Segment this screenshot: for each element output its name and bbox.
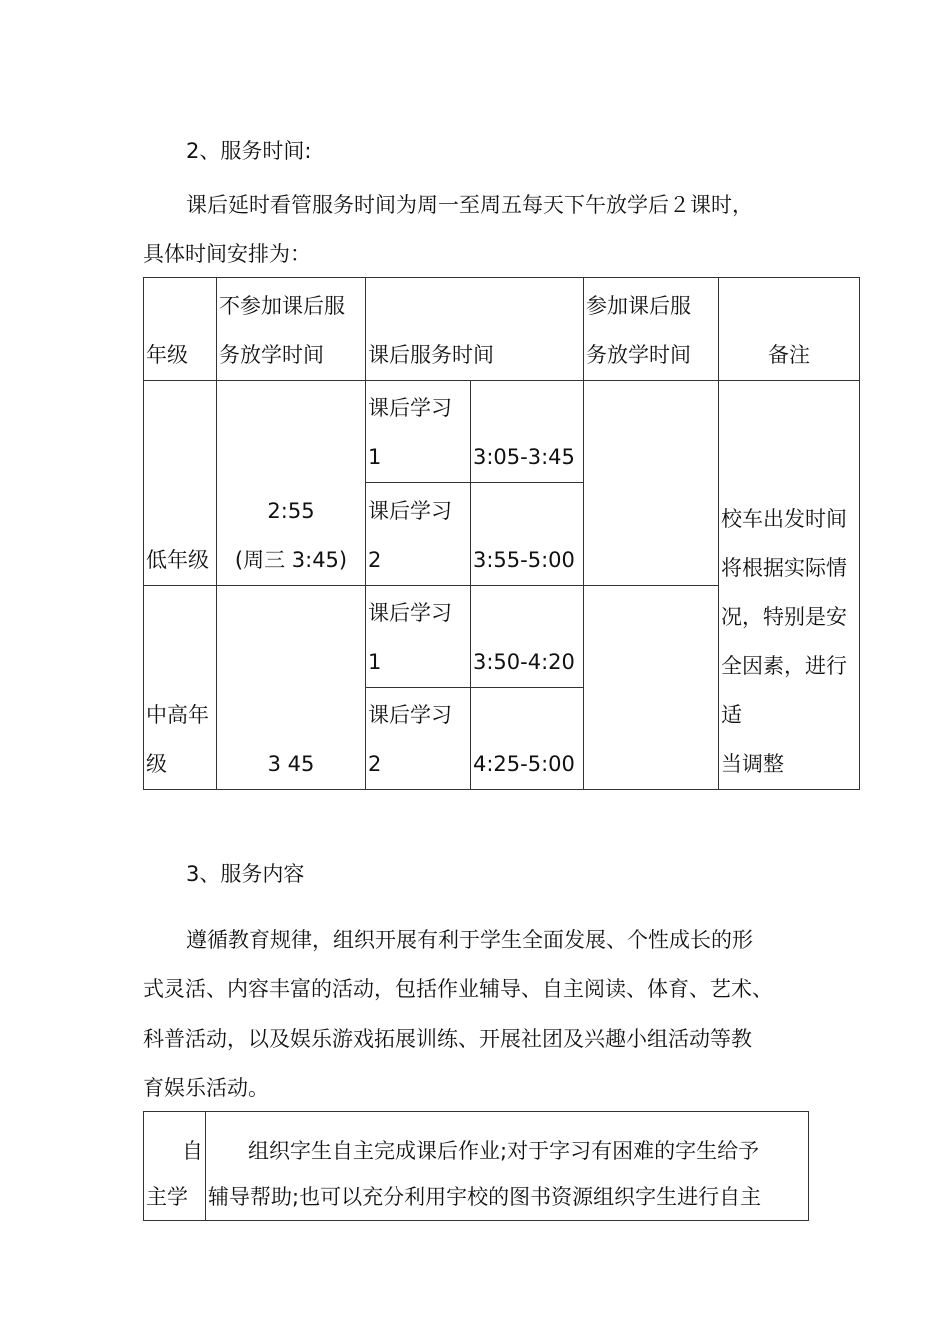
session-line: 课后学习 <box>368 499 452 523</box>
participating-time-high <box>584 586 719 790</box>
session-line: 1 <box>368 650 382 674</box>
remark-line: 当调整 <box>721 752 784 776</box>
schedule-table <box>143 277 860 790</box>
section-heading-time: 2、服务时间: <box>186 139 312 163</box>
grade-low: 低年级 <box>144 381 217 586</box>
label-line: 自 <box>182 1139 203 1163</box>
session-name <box>366 688 471 790</box>
paragraph-line: 具体时间安排为： <box>143 242 311 266</box>
table-header-row <box>144 278 860 381</box>
header-grade: 年级 <box>144 278 217 381</box>
session-line: 课后学习 <box>368 601 452 625</box>
paragraph-line: 式灵活、内容丰富的活动，包括作业辅导、自主阅读、体育、艺术、 <box>143 977 773 1001</box>
section-heading-content: 3、服务内容 <box>186 862 305 886</box>
description-line: 辅导帮助;也可以充分利用宇校的图书资源组织字生进行自主 <box>208 1185 762 1209</box>
remark-line: 全因素，进行 <box>721 654 847 678</box>
remark-line: 校车出发时间 <box>721 507 847 531</box>
session-time: 3:50-4:20 <box>471 586 584 688</box>
remark-cell <box>719 381 860 790</box>
header-participating <box>584 278 719 381</box>
activity-description <box>206 1112 809 1221</box>
header-line: 务放学时间 <box>586 343 691 367</box>
table-row <box>144 1112 809 1221</box>
paragraph-line: 遵循教育规律，组织开展有利于学生全面发展、个性成长的形 <box>186 928 753 952</box>
session-time: 4:25-5:00 <box>471 688 584 790</box>
dismiss-time-low <box>217 381 366 586</box>
description-line: 组织字生自主完成课后作业;对于字习有困难的字生给予 <box>248 1139 760 1163</box>
session-line: 2 <box>368 752 382 776</box>
content-table <box>143 1111 809 1221</box>
session-line: 1 <box>368 445 382 469</box>
header-line: 务放学时间 <box>219 343 324 367</box>
session-name <box>366 483 471 586</box>
paragraph-line: 育娱乐活动。 <box>143 1076 269 1100</box>
label-line: 主学 <box>146 1185 188 1209</box>
header-line: 不参加课后服 <box>219 294 345 318</box>
dismiss-line: (周三 3:45) <box>234 548 348 572</box>
header-service-time: 课后服务时间 <box>366 278 584 381</box>
header-line: 参加课后服 <box>586 294 691 318</box>
session-line: 课后学习 <box>368 396 452 420</box>
activity-label <box>144 1112 206 1221</box>
grade-line: 级 <box>146 752 167 776</box>
remark-line: 适 <box>721 703 742 727</box>
session-line: 课后学习 <box>368 703 452 727</box>
grade-line: 中高年 <box>146 703 209 727</box>
participating-time-low <box>584 381 719 586</box>
session-time: 3:05-3:45 <box>471 381 584 483</box>
header-not-participating <box>217 278 366 381</box>
dismiss-time-high: 3 45 <box>217 586 366 790</box>
remark-line: 况，特别是安 <box>721 605 847 629</box>
session-time: 3:55-5:00 <box>471 483 584 586</box>
paragraph-line: 课后延时看管服务时间为周一至周五每天下午放学后２课时， <box>186 193 753 217</box>
grade-high <box>144 586 217 790</box>
paragraph-line: 科普活动，以及娱乐游戏拓展训练、开展社团及兴趣小组活动等教 <box>143 1027 752 1051</box>
session-name <box>366 586 471 688</box>
session-line: 2 <box>368 548 382 572</box>
table-row <box>144 381 860 483</box>
remark-line: 将根据实际情 <box>721 556 847 580</box>
header-remark: 备注 <box>719 278 860 381</box>
session-name <box>366 381 471 483</box>
dismiss-line: 2:55 <box>267 499 315 523</box>
